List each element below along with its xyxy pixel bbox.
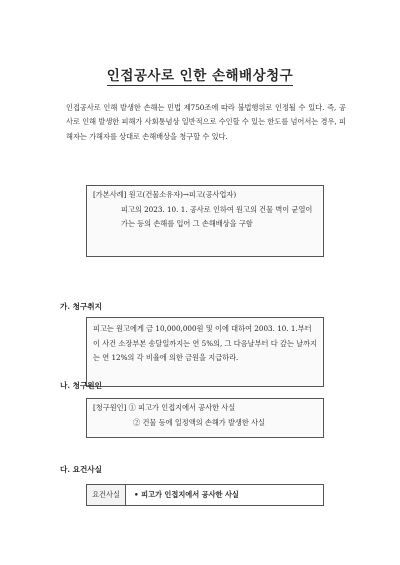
- section-heading-claim-cause: 나. 청구원인: [60, 381, 102, 390]
- requirements-label-cell: 요건사실: [87, 485, 126, 505]
- example-case-box: [86, 185, 324, 257]
- requirements-value-cell: • 피고가 인접지에서 공사한 사실: [134, 490, 239, 499]
- intro-paragraph: 인접공사로 인해 발생한 손해는 민법 제750조에 따라 불법행위로 인정될 수 있다. 즉, 공사로 인해 발생한 피해가 사회통념상 일반적으로 수인할 수 있는 한도를 넘어서는 경우, 피해자는 가해자를 상대로 손해배상을 청구할 수 있다.: [66, 103, 346, 141]
- claim-cause-item-1: [청구원인] ① 피고가 인접지에서 공사한 사실: [93, 403, 236, 412]
- claim-cause-box: [86, 398, 324, 438]
- example-case-header: [가본사례] 원고(건물소유자)→피고(공사업자): [93, 190, 237, 199]
- section-heading-requirements: 다. 요건사실: [60, 465, 102, 474]
- document-title: 인접공사로 인한 손해배상청구: [106, 68, 294, 84]
- requirements-table: [86, 484, 324, 506]
- claim-purpose-box: 피고는 원고에게 금 10,000,000원 및 이에 대하여 2003. 10. 1.부터 이 사건 소장부본 송달일까지는 연 5%의, 그 다음날부터 다 갚는 날까지는 연 12%의 각 비율에 의한 금원을 지급하라.: [86, 317, 324, 387]
- claim-cause-item-2: ② 건물 등에 일정액의 손해가 발생한 사실: [133, 417, 265, 427]
- example-case-body: 피고의 2023. 10. 1. 공사로 인하여 원고의 건물 벽이 균열이 가는 등의 손해를 입어 그 손해배상을 구함: [121, 204, 313, 228]
- section-heading-claim-purpose: 가. 청구취지: [60, 302, 102, 311]
